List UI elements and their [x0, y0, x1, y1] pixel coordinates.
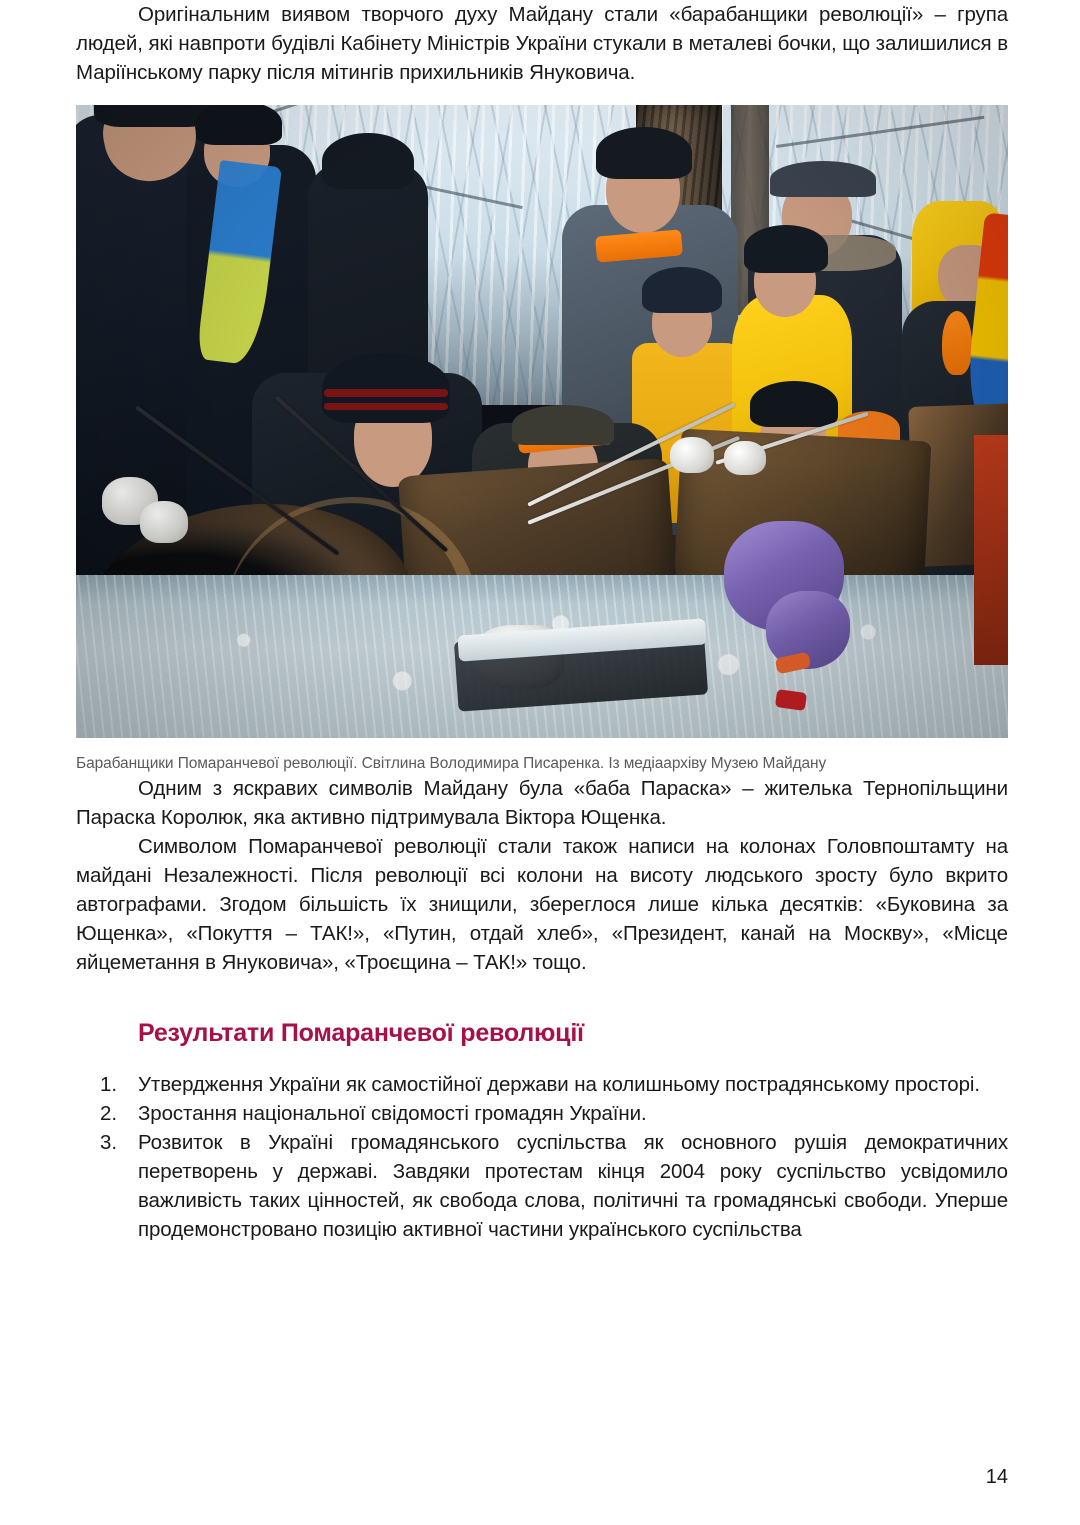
paragraph-paraska: Одним з яскравих символів Майдану була «баба Параска» – жителька Тернопільщини Параска Королюк, яка активно підтримувала Віктора Ющенка. [76, 777, 1008, 829]
figure-drummers [76, 105, 1008, 738]
section-heading-results: Результати Помаранчевої революції [138, 1019, 584, 1047]
photo-hat [750, 381, 838, 427]
photo-knit-hat [322, 353, 450, 423]
figure-caption: Барабанщики Помаранчевої революції. Світлина Володимира Писаренка. Із медіаархіву Музею Майдану [76, 755, 827, 772]
list-item: Розвиток в Україні громадянського суспільства як основного рушія демократичних перетворень у державі. Завдяки протестам кінця 2004 року суспільство усвідомило важливість таких цінностей, як свобода слова, політичні та громадянські свободи. Уперше продемонстровано позицію активної частини українського суспільства [138, 1131, 1008, 1241]
photo-drummers [76, 105, 1008, 738]
page-number: 14 [985, 1466, 1008, 1488]
paragraph-columns: Символом Помаранчевої революції стали також написи на колонах Головпоштамту на майдані Незалежності. Після революції всі колони на висоту людського зросту було вкрито автографами. Згодом більшість їх знищили, збереглося лише кілька десятків: «Буковина за Ющенка», «Покуття – ТАК!», «Путин, отдай хлеб», «Президент, канай на Москву», «Місце яйцеметання в Януковича», «Троєщина – ТАК!» тощо. [76, 835, 1008, 974]
photo-white-glove [670, 437, 714, 473]
results-list [76, 1070, 1008, 1244]
list-item: Зростання національної свідомості громадян України. [138, 1102, 647, 1125]
photo-hat-stripe [324, 403, 448, 410]
photo-flat-cap [770, 161, 876, 197]
photo-white-glove [140, 501, 188, 543]
photo-cap [512, 405, 614, 445]
photo-hat-stripe [324, 389, 448, 397]
page-content [76, 0, 1008, 1244]
photo-hat [596, 127, 692, 179]
list-item: Утвердження України як самостійної держави на колишньому пострадянському просторі. [138, 1073, 980, 1096]
photo-hat [196, 105, 282, 145]
photo-hat [744, 225, 828, 273]
photo-hat [322, 133, 414, 189]
photo-orange-ribbon [942, 311, 972, 375]
photo-red-cloth [974, 435, 1008, 665]
photo-hat [642, 267, 722, 313]
photo-white-glove [724, 441, 766, 475]
paragraph-intro: Оригінальним виявом творчого духу Майдану стали «барабанщики революції» – група людей, які навпроти будівлі Кабінету Міністрів України стукали в металеві бочки, що залишилися в Маріїнському парку після мітингів прихильників Януковича. [76, 3, 1008, 84]
